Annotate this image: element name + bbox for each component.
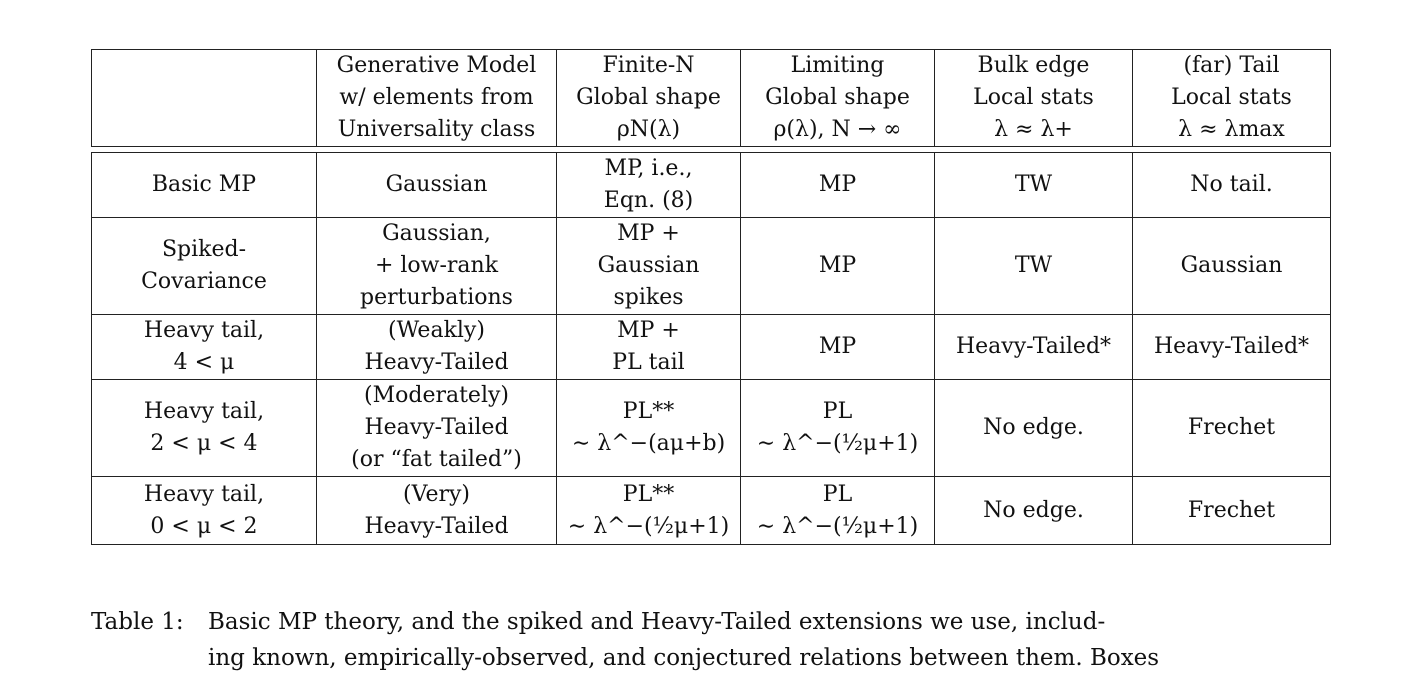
model-cell: Gaussian (317, 153, 557, 218)
finite-cell: MP + Gaussian spikes (557, 218, 741, 315)
model-cell: (Moderately) Heavy-Tailed (or “fat tailed”) (317, 380, 557, 477)
table-row (92, 477, 1331, 545)
table-row (92, 380, 1331, 477)
header-cell-limiting: Limiting Global shape ρ(λ), N → ∞ (741, 50, 935, 147)
table-row (92, 153, 1331, 218)
limiting-cell: MP (741, 315, 935, 380)
table-row (92, 315, 1331, 380)
limiting-cell: PL ∼ λ^−(½μ+1) (741, 380, 935, 477)
tail-cell: Gaussian (1133, 218, 1331, 315)
model-cell: Gaussian, + low-rank perturbations (317, 218, 557, 315)
tail-cell: Frechet (1133, 477, 1331, 545)
bulk-cell: TW (935, 218, 1133, 315)
body-table (91, 152, 1331, 545)
tail-cell: No tail. (1133, 153, 1331, 218)
header-cell-bulk-edge: Bulk edge Local stats λ ≈ λ+ (935, 50, 1133, 147)
limiting-cell: MP (741, 218, 935, 315)
row-name-cell: Basic MP (92, 153, 317, 218)
finite-cell: PL** ∼ λ^−(½μ+1) (557, 477, 741, 545)
header-cell-far-tail: (far) Tail Local stats λ ≈ λmax (1133, 50, 1331, 147)
caption-line-2: ing known, empirically-observed, and conjectured relations between them. Boxes (208, 645, 1160, 671)
finite-cell: MP, i.e., Eqn. (8) (557, 153, 741, 218)
row-name-cell: Heavy tail, 2 < μ < 4 (92, 380, 317, 477)
finite-cell: MP + PL tail (557, 315, 741, 380)
bulk-cell: TW (935, 153, 1133, 218)
header-cell-empty (92, 50, 317, 147)
caption-line-1: Basic MP theory, and the spiked and Heavy-Tailed extensions we use, includ- (208, 609, 1106, 635)
tail-cell: Frechet (1133, 380, 1331, 477)
row-name-cell: Heavy tail, 4 < μ (92, 315, 317, 380)
limiting-cell: MP (741, 153, 935, 218)
row-name-cell: Heavy tail, 0 < μ < 2 (92, 477, 317, 545)
header-table (91, 49, 1331, 147)
tail-cell: Heavy-Tailed* (1133, 315, 1331, 380)
header-cell-generative-model: Generative Model w/ elements from Universality class (317, 50, 557, 147)
caption-label: Table 1: (91, 609, 184, 635)
model-cell: (Weakly) Heavy-Tailed (317, 315, 557, 380)
bulk-cell: Heavy-Tailed* (935, 315, 1133, 380)
limiting-cell: PL ∼ λ^−(½μ+1) (741, 477, 935, 545)
table-caption (91, 604, 1251, 676)
bulk-cell: No edge. (935, 380, 1133, 477)
row-name-cell: Spiked- Covariance (92, 218, 317, 315)
finite-cell: PL** ∼ λ^−(aμ+b) (557, 380, 741, 477)
table-row (92, 218, 1331, 315)
header-row (92, 50, 1331, 147)
model-cell: (Very) Heavy-Tailed (317, 477, 557, 545)
bulk-cell: No edge. (935, 477, 1133, 545)
header-cell-finite-n: Finite-N Global shape ρN(λ) (557, 50, 741, 147)
